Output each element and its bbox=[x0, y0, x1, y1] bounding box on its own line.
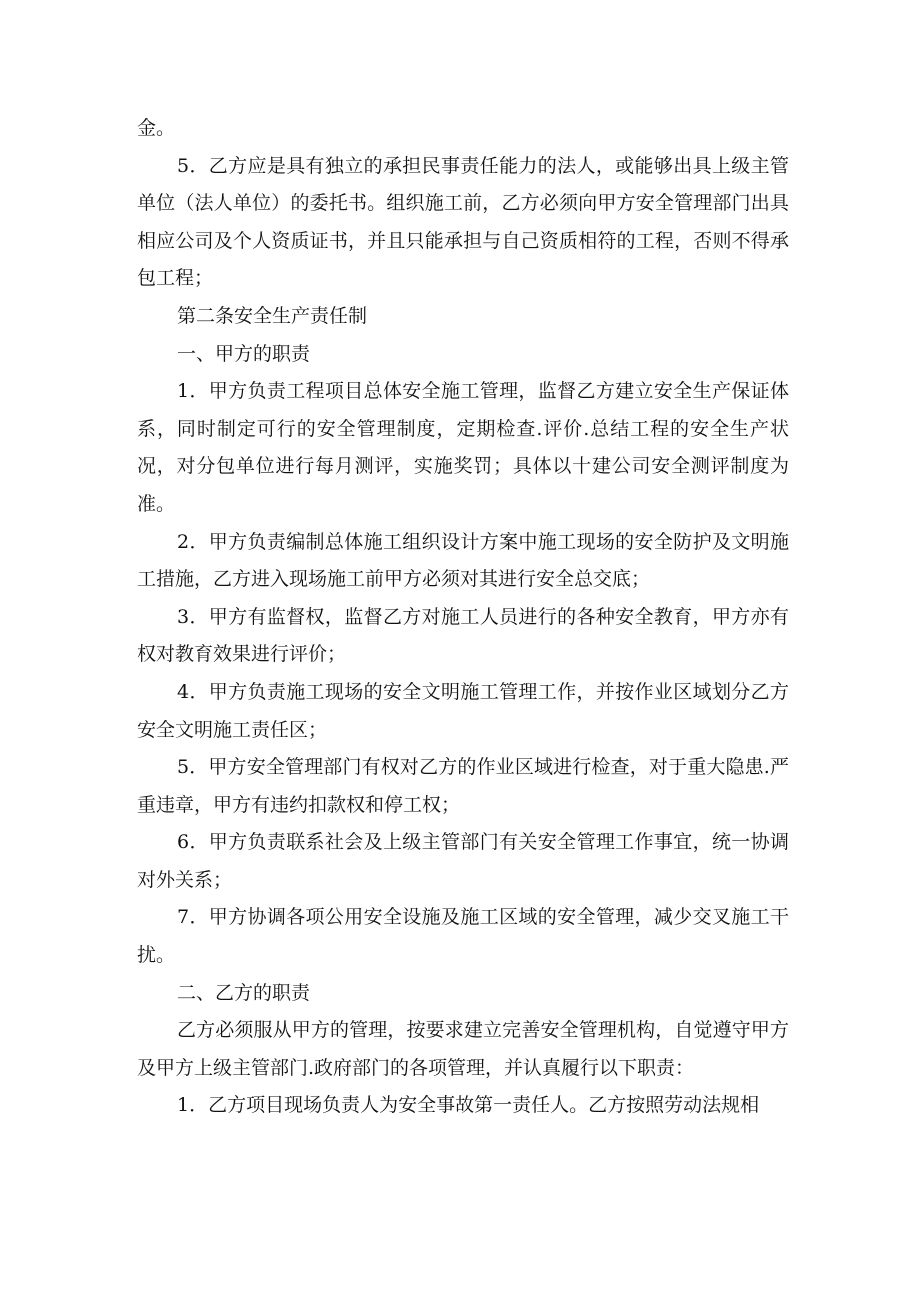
section-heading-article-2: 第二条安全生产责任制 bbox=[177, 304, 368, 327]
paragraph-party-a-2: 2．甲方负责编制总体施工组织设计方案中施工现场的安全防护及文明施工措施，乙方进入现场施工前甲方必须对其进行安全总交底； bbox=[137, 530, 789, 591]
paragraph-party-b-1: 1．乙方项目现场负责人为安全事故第一责任人。乙方按照劳动法规相 bbox=[177, 1094, 760, 1117]
paragraph-party-a-6: 6．甲方负责联系社会及上级主管部门有关安全管理工作事宜，统一协调对外关系； bbox=[137, 831, 789, 891]
paragraph-party-a-7: 7．甲方协调各项公用安全设施及施工区域的安全管理，减少交叉施工干扰。 bbox=[137, 906, 789, 967]
paragraph-party-a-5: 5．甲方安全管理部门有权对乙方的作业区域进行检查，对于重大隐患.严重违章，甲方有违约扣款权和停工权； bbox=[137, 756, 789, 816]
paragraph-party-a-1: 1．甲方负责工程项目总体安全施工管理，监督乙方建立安全生产保证体系，同时制定可行的安全管理制度，定期检查.评价.总结工程的安全生产状况，对分包单位进行每月测评，实施奖罚；具体以十建公司安全测评制度为准。 bbox=[137, 380, 789, 515]
paragraph-party-b-intro: 乙方必须服从甲方的管理，按要求建立完善安全管理机构，自觉遵守甲方及甲方上级主管部门.政府部门的各项管理，并认真履行以下职责： bbox=[137, 1019, 789, 1079]
subheading-party-b-duties: 二、乙方的职责 bbox=[177, 981, 311, 1004]
paragraph-party-a-3: 3．甲方有监督权，监督乙方对施工人员进行的各种安全教育，甲方亦有权对教育效果进行评价； bbox=[137, 605, 789, 666]
document-page bbox=[137, 110, 789, 1125]
paragraph-continuation: 金。 bbox=[137, 117, 176, 139]
paragraph-party-a-4: 4．甲方负责施工现场的安全文明施工管理工作，并按作业区域划分乙方安全文明施工责任区； bbox=[137, 680, 789, 741]
paragraph-item-5: 5．乙方应是具有独立的承担民事责任能力的法人，或能够出具上级主管单位（法人单位）的委托书。组织施工前，乙方必须向甲方安全管理部门出具相应公司及个人资质证书，并且只能承担与自己资质相符的工程，否则不得承包工程； bbox=[137, 154, 789, 290]
subheading-party-a-duties: 一、甲方的职责 bbox=[177, 342, 311, 365]
